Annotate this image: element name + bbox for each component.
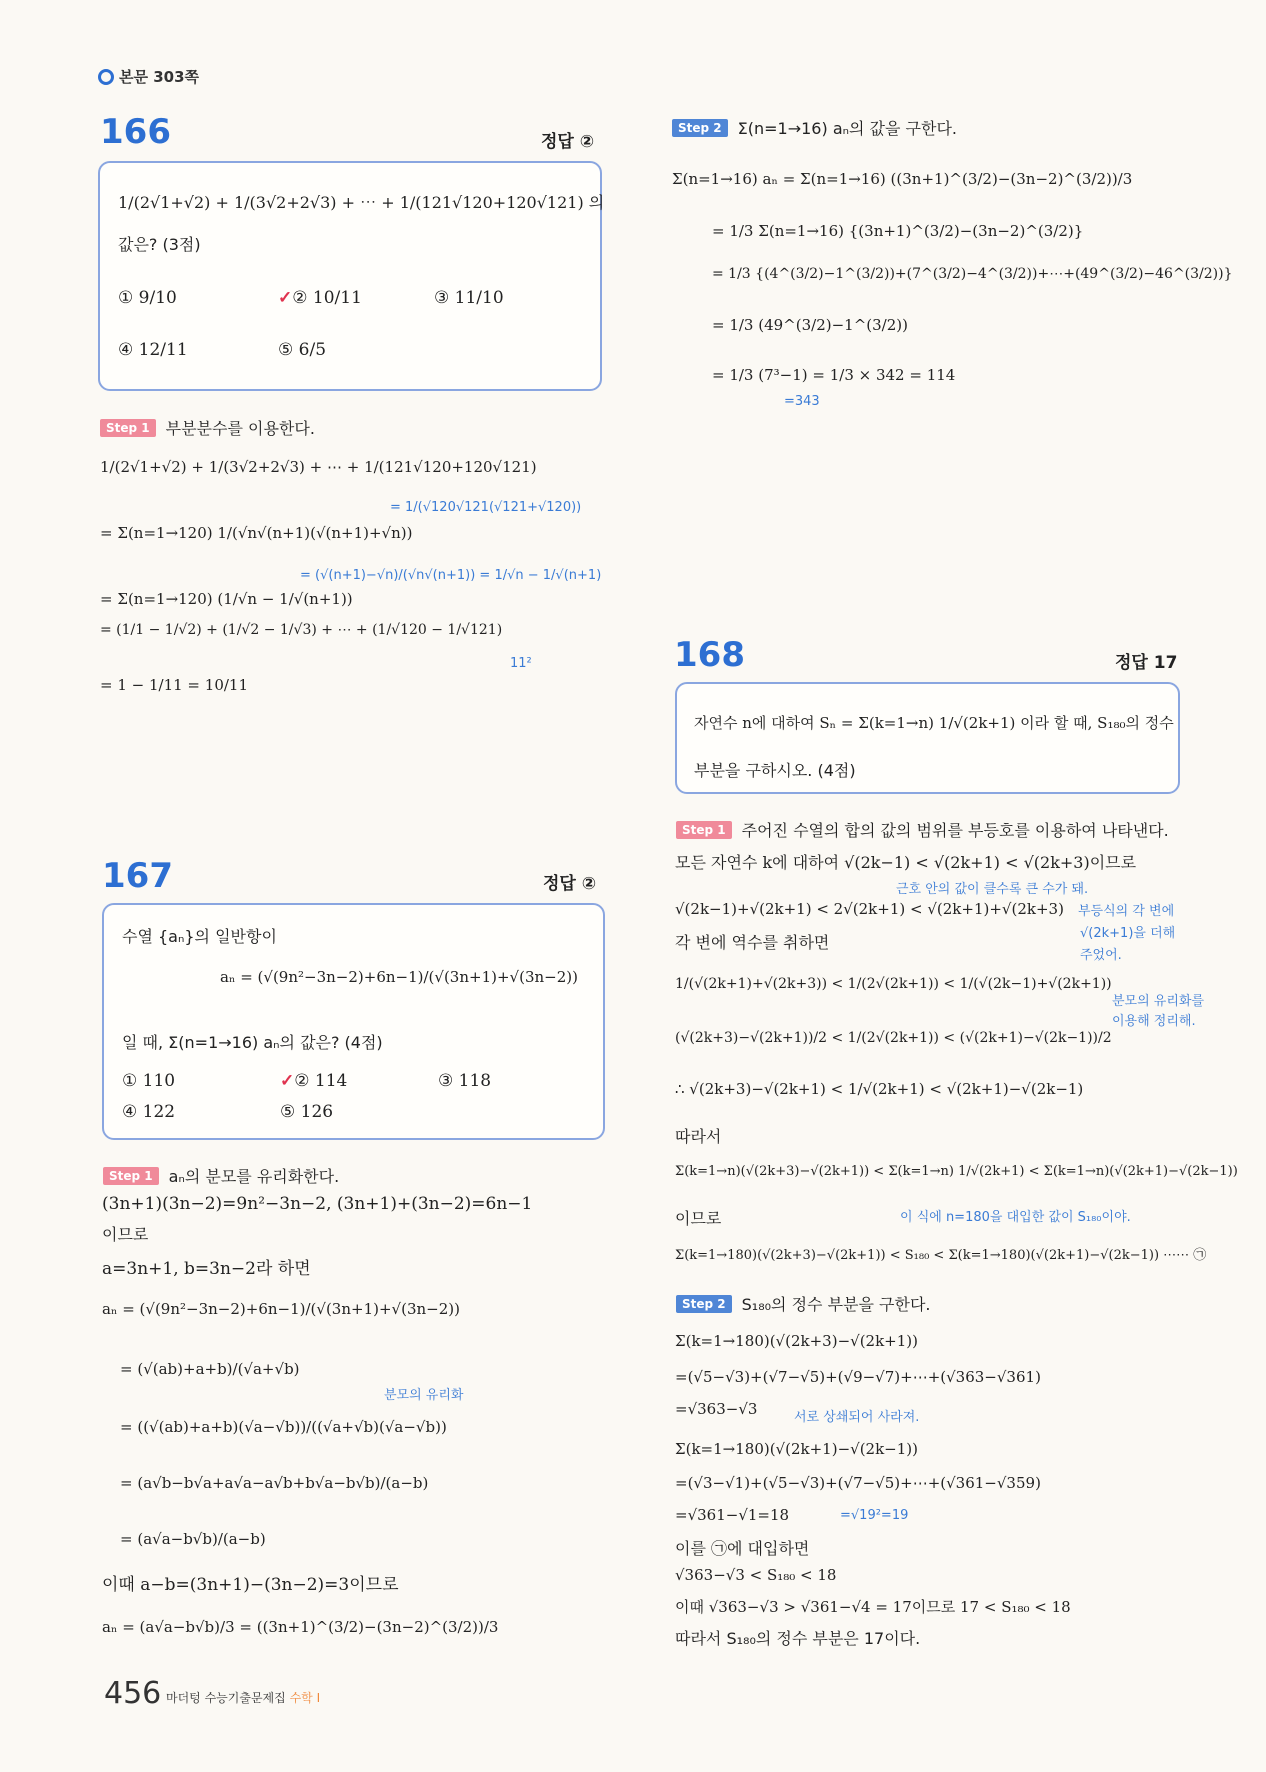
- choice-1: ① 9/10: [118, 288, 177, 308]
- solution-note: = (√(n+1)−√n)/(√n√(n+1)) = 1/√n − 1/√(n+1): [300, 568, 602, 583]
- choice-5: ⑤ 6/5: [278, 340, 327, 360]
- solution-line: 따라서: [675, 1127, 722, 1146]
- problem-167-formula: aₙ = (√(9n²−3n−2)+6n−1)/(√(3n+1)+√(3n−2)): [220, 968, 578, 986]
- solution-line: = 1/3 (49^(3/2)−1^(3/2)): [712, 316, 908, 334]
- page-reference-text: 본문 303쪽: [119, 68, 200, 86]
- choice-5: ⑤ 126: [280, 1102, 334, 1122]
- solution-line: Σ(n=1→16) aₙ = Σ(n=1→16) ((3n+1)^(3/2)−(3n−2)^(3/2))/3: [672, 170, 1133, 188]
- page-reference: [98, 66, 199, 87]
- solution-note: 분모의 유리화를: [1112, 994, 1205, 1009]
- choice-3: ③ 11/10: [434, 288, 504, 308]
- choice-3: ③ 118: [438, 1071, 492, 1091]
- problem-166-question: 1/(2√1+√2) + 1/(3√2+2√3) + ⋯ + 1/(121√120+120√121) 의: [118, 193, 605, 212]
- solution-line: 이므로: [675, 1209, 722, 1228]
- problem-166-answer: 정답 ②: [541, 132, 595, 152]
- step-badge: Step 1: [676, 821, 732, 839]
- solution-line: 이를 ㉠에 대입하면: [675, 1539, 810, 1558]
- solution-note: 분모의 유리화: [384, 1388, 464, 1403]
- solution-line: Σ(k=1→180)(√(2k+3)−√(2k+1)): [675, 1332, 918, 1350]
- check-mark-icon: ✓: [280, 1071, 295, 1091]
- solution-note: 이용해 정리해.: [1112, 1014, 1196, 1029]
- solution-note: 근호 안의 값이 클수록 큰 수가 돼.: [896, 882, 1089, 897]
- solution-line: √(2k−1)+√(2k+1) < 2√(2k+1) < √(2k+1)+√(2k+3): [675, 900, 1064, 918]
- problem-168-number: 168: [674, 635, 745, 675]
- problem-168-question-1: 자연수 n에 대하여 Sₙ = Σ(k=1→n) 1/√(2k+1) 이라 할 때, S₁₈₀의 정수: [694, 714, 1174, 732]
- choice-4: ④ 12/11: [118, 340, 188, 360]
- solution-line: (3n+1)(3n−2)=9n²−3n−2, (3n+1)+(3n−2)=6n−1: [102, 1194, 533, 1214]
- solution-note: 서로 상쇄되어 사라져.: [794, 1410, 920, 1425]
- solution-line: = ((√(ab)+a+b)(√a−√b))/((√a+√b)(√a−√b)): [120, 1418, 447, 1436]
- choice-4: ④ 122: [122, 1102, 176, 1122]
- solution-note: 11²: [510, 656, 532, 671]
- step-168-1: [676, 818, 1169, 841]
- problem-166-question-2: 값은? (3점): [118, 235, 201, 254]
- step-166-1: [100, 416, 315, 439]
- circle-icon: [98, 69, 114, 85]
- solution-line: 이때 a−b=(3n+1)−(3n−2)=3이므로: [102, 1575, 399, 1595]
- solution-line: 따라서 S₁₈₀의 정수 부분은 17이다.: [675, 1629, 921, 1648]
- solution-line: = (a√b−b√a+a√a−a√b+b√a−b√b)/(a−b): [120, 1474, 429, 1492]
- solution-line: = Σ(n=1→120) 1/(√n√(n+1)(√(n+1)+√n)): [100, 524, 413, 542]
- solution-note: 부등식의 각 변에: [1078, 904, 1175, 919]
- problem-167-question-3: 일 때, Σ(n=1→16) aₙ의 값은? (4점): [122, 1033, 383, 1052]
- step-title: 주어진 수열의 합의 값의 범위를 부등호를 이용하여 나타낸다.: [741, 821, 1169, 840]
- step-title: S₁₈₀의 정수 부분을 구한다.: [741, 1295, 931, 1314]
- solution-line: =(√5−√3)+(√7−√5)+(√9−√7)+⋯+(√363−√361): [675, 1368, 1041, 1386]
- solution-note: = 1/(√120√121(√121+√120)): [390, 500, 582, 515]
- solution-line: (√(2k+3)−√(2k+1))/2 < 1/(2√(2k+1)) < (√(2k+1)−√(2k−1))/2: [675, 1030, 1112, 1046]
- check-mark-icon: ✓: [278, 288, 293, 308]
- solution-line: √363−√3 < S₁₈₀ < 18: [675, 1566, 837, 1584]
- problem-166-number: 166: [100, 112, 171, 152]
- solution-line: = (1/1 − 1/√2) + (1/√2 − 1/√3) + ⋯ + (1/√120 − 1/√121): [100, 622, 503, 638]
- solution-note: 이 식에 n=180을 대입한 값이 S₁₈₀이야.: [900, 1210, 1131, 1225]
- problem-168-answer: 정답 17: [1115, 653, 1178, 673]
- solution-line: =√363−√3: [675, 1400, 758, 1418]
- step-167-2: [672, 116, 957, 139]
- solution-line: Σ(k=1→180)(√(2k+3)−√(2k+1)) < S₁₈₀ < Σ(k=1→180)(√(2k+1)−√(2k−1)) ⋯⋯ ㉠: [675, 1248, 1207, 1263]
- solution-line: 1/(2√1+√2) + 1/(3√2+2√3) + ⋯ + 1/(121√120+120√121): [100, 458, 537, 476]
- solution-line: = (a√a−b√b)/(a−b): [120, 1530, 266, 1548]
- solution-line: ∴ √(2k+3)−√(2k+1) < 1/√(2k+1) < √(2k+1)−√(2k−1): [675, 1080, 1084, 1098]
- step-badge: Step 2: [672, 119, 728, 137]
- step-title: aₙ의 분모를 유리화한다.: [168, 1167, 340, 1186]
- choice-1: ① 110: [122, 1071, 176, 1091]
- solution-line: = 1/3 {(4^(3/2)−1^(3/2))+(7^(3/2)−4^(3/2))+⋯+(49^(3/2)−46^(3/2))}: [712, 266, 1233, 282]
- solution-line: Σ(k=1→180)(√(2k+1)−√(2k−1)): [675, 1440, 918, 1458]
- solution-line: a=3n+1, b=3n−2라 하면: [102, 1259, 311, 1279]
- solution-line: 이므로: [102, 1225, 149, 1244]
- solution-note: =343: [784, 394, 820, 409]
- problem-167-number: 167: [102, 856, 173, 896]
- solution-line: aₙ = (√(9n²−3n−2)+6n−1)/(√(3n+1)+√(3n−2)): [102, 1300, 460, 1318]
- problem-167-answer: 정답 ②: [543, 874, 597, 894]
- solution-line: =(√3−√1)+(√5−√3)+(√7−√5)+⋯+(√361−√359): [675, 1474, 1041, 1492]
- solution-line: 1/(√(2k+1)+√(2k+3)) < 1/(2√(2k+1)) < 1/(√(2k−1)+√(2k+1)): [675, 976, 1112, 992]
- solution-line: = Σ(n=1→120) (1/√n − 1/√(n+1)): [100, 590, 353, 608]
- solution-line: = 1/3 (7³−1) = 1/3 × 342 = 114: [712, 366, 956, 384]
- choice-2: ✓② 114: [280, 1071, 348, 1091]
- solution-note: =√19²=19: [840, 1508, 909, 1523]
- solution-line: = 1 − 1/11 = 10/11: [100, 676, 249, 694]
- step-badge: Step 1: [103, 1167, 159, 1185]
- step-title: Σ(n=1→16) aₙ의 값을 구한다.: [737, 119, 957, 138]
- book-title: 마더텅 수능기출문제집 수학 I: [166, 1691, 321, 1705]
- step-167-1: [103, 1164, 339, 1187]
- solution-line: aₙ = (a√a−b√b)/3 = ((3n+1)^(3/2)−(3n−2)^(3/2))/3: [102, 1618, 499, 1636]
- solution-line: =√361−√1=18: [675, 1506, 790, 1524]
- step-title: 부분분수를 이용한다.: [165, 419, 315, 438]
- page-number: 456: [104, 1676, 162, 1711]
- choice-2: ✓② 10/11: [278, 288, 362, 308]
- solution-note: 주었어.: [1080, 948, 1122, 963]
- solution-note: √(2k+1)을 더해: [1080, 926, 1176, 941]
- step-168-2: [676, 1292, 931, 1315]
- problem-167-question-1: 수열 {aₙ}의 일반항이: [122, 927, 277, 946]
- solution-line: 모든 자연수 k에 대하여 √(2k−1) < √(2k+1) < √(2k+3)이므로: [675, 853, 1137, 872]
- solution-line: 이때 √363−√3 > √361−√4 = 17이므로 17 < S₁₈₀ < 18: [675, 1598, 1071, 1616]
- solution-line: Σ(k=1→n)(√(2k+3)−√(2k+1)) < Σ(k=1→n) 1/√(2k+1) < Σ(k=1→n)(√(2k+1)−√(2k−1)): [675, 1164, 1238, 1179]
- step-badge: Step 1: [100, 419, 156, 437]
- problem-168-question-2: 부분을 구하시오. (4점): [694, 761, 856, 780]
- solution-line: 각 변에 역수를 취하면: [675, 933, 830, 952]
- solution-line: = (√(ab)+a+b)/(√a+√b): [120, 1360, 300, 1378]
- solution-line: = 1/3 Σ(n=1→16) {(3n+1)^(3/2)−(3n−2)^(3/2)}: [712, 222, 1084, 240]
- step-badge: Step 2: [676, 1295, 732, 1313]
